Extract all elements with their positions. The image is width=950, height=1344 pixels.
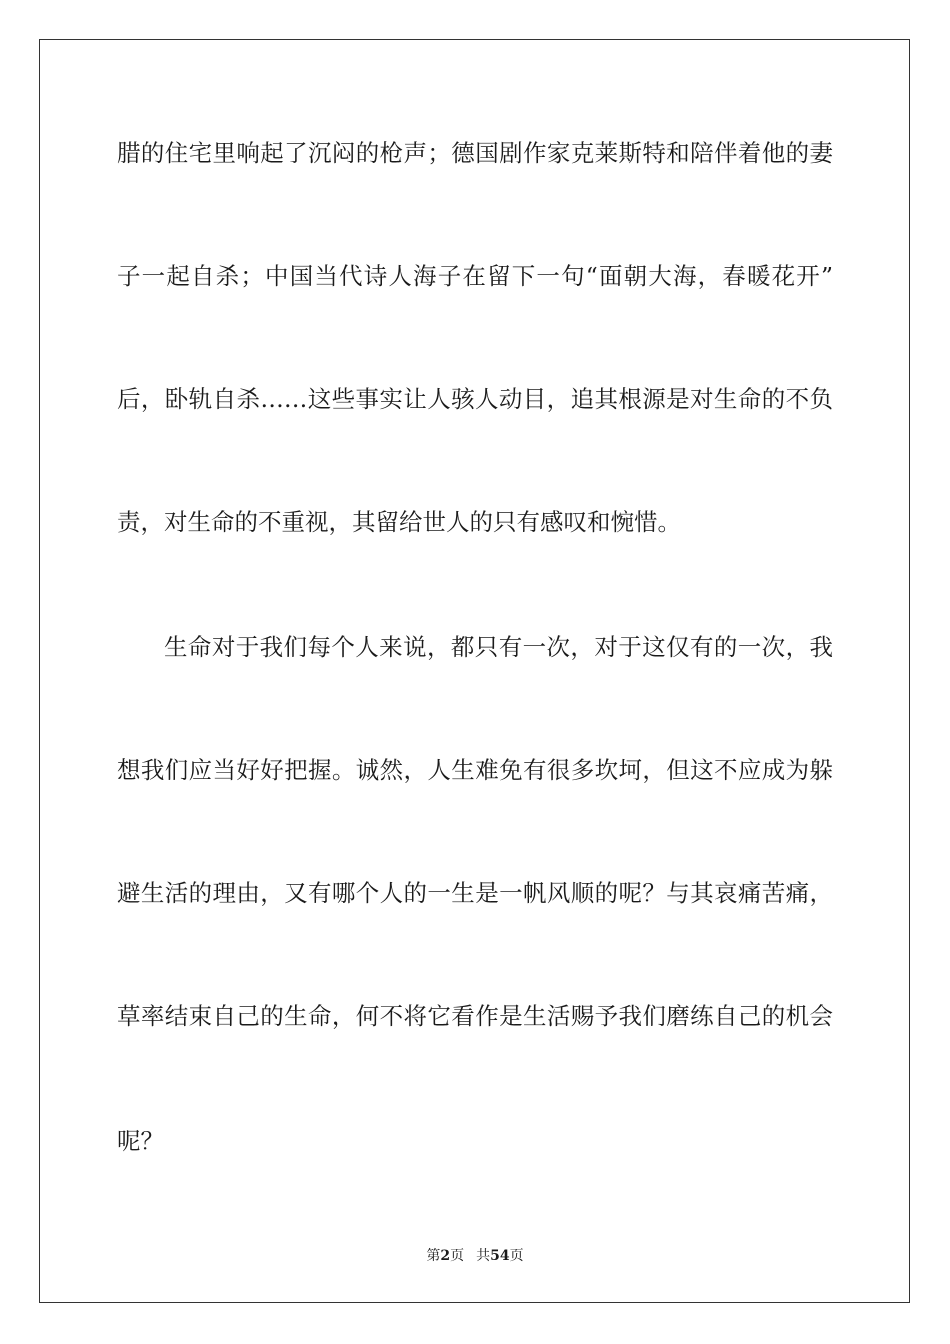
text-line: 腊的住宅里响起了沉闷的枪声；德国剧作家克莱斯特和陪伴着他的妻 <box>117 139 833 167</box>
page-footer <box>0 1247 950 1265</box>
page-prefix: 第 <box>426 1248 441 1264</box>
total-prefix: 共 <box>476 1248 491 1264</box>
text-line: 呢？ <box>117 1127 164 1155</box>
total-pages: 54 <box>490 1248 510 1264</box>
text-line: 草率结束自己的生命，何不将它看作是生活赐予我们磨练自己的机会 <box>117 1002 833 1030</box>
paragraph-first-line: 生命对于我们每个人来说，都只有一次，对于这仅有的一次，我 <box>164 633 833 661</box>
page-number: 2 <box>440 1248 451 1264</box>
total-suffix: 页 <box>509 1248 524 1264</box>
page-border <box>39 39 910 1303</box>
text-line: 想我们应当好好把握。诚然，人生难免有很多坎坷，但这不应成为躲 <box>117 756 833 784</box>
page-suffix: 页 <box>450 1248 465 1264</box>
text-line: 后，卧轨自杀……这些事实让人骇人动目，追其根源是对生命的不负 <box>117 385 833 413</box>
text-line: 子一起自杀；中国当代诗人海子在留下一句“面朝大海，春暖花开” <box>117 262 833 290</box>
text-line: 避生活的理由，又有哪个人的一生是一帆风顺的呢？与其哀痛苦痛， <box>117 879 833 907</box>
text-line: 责，对生命的不重视，其留给世人的只有感叹和惋惜。 <box>117 508 681 536</box>
